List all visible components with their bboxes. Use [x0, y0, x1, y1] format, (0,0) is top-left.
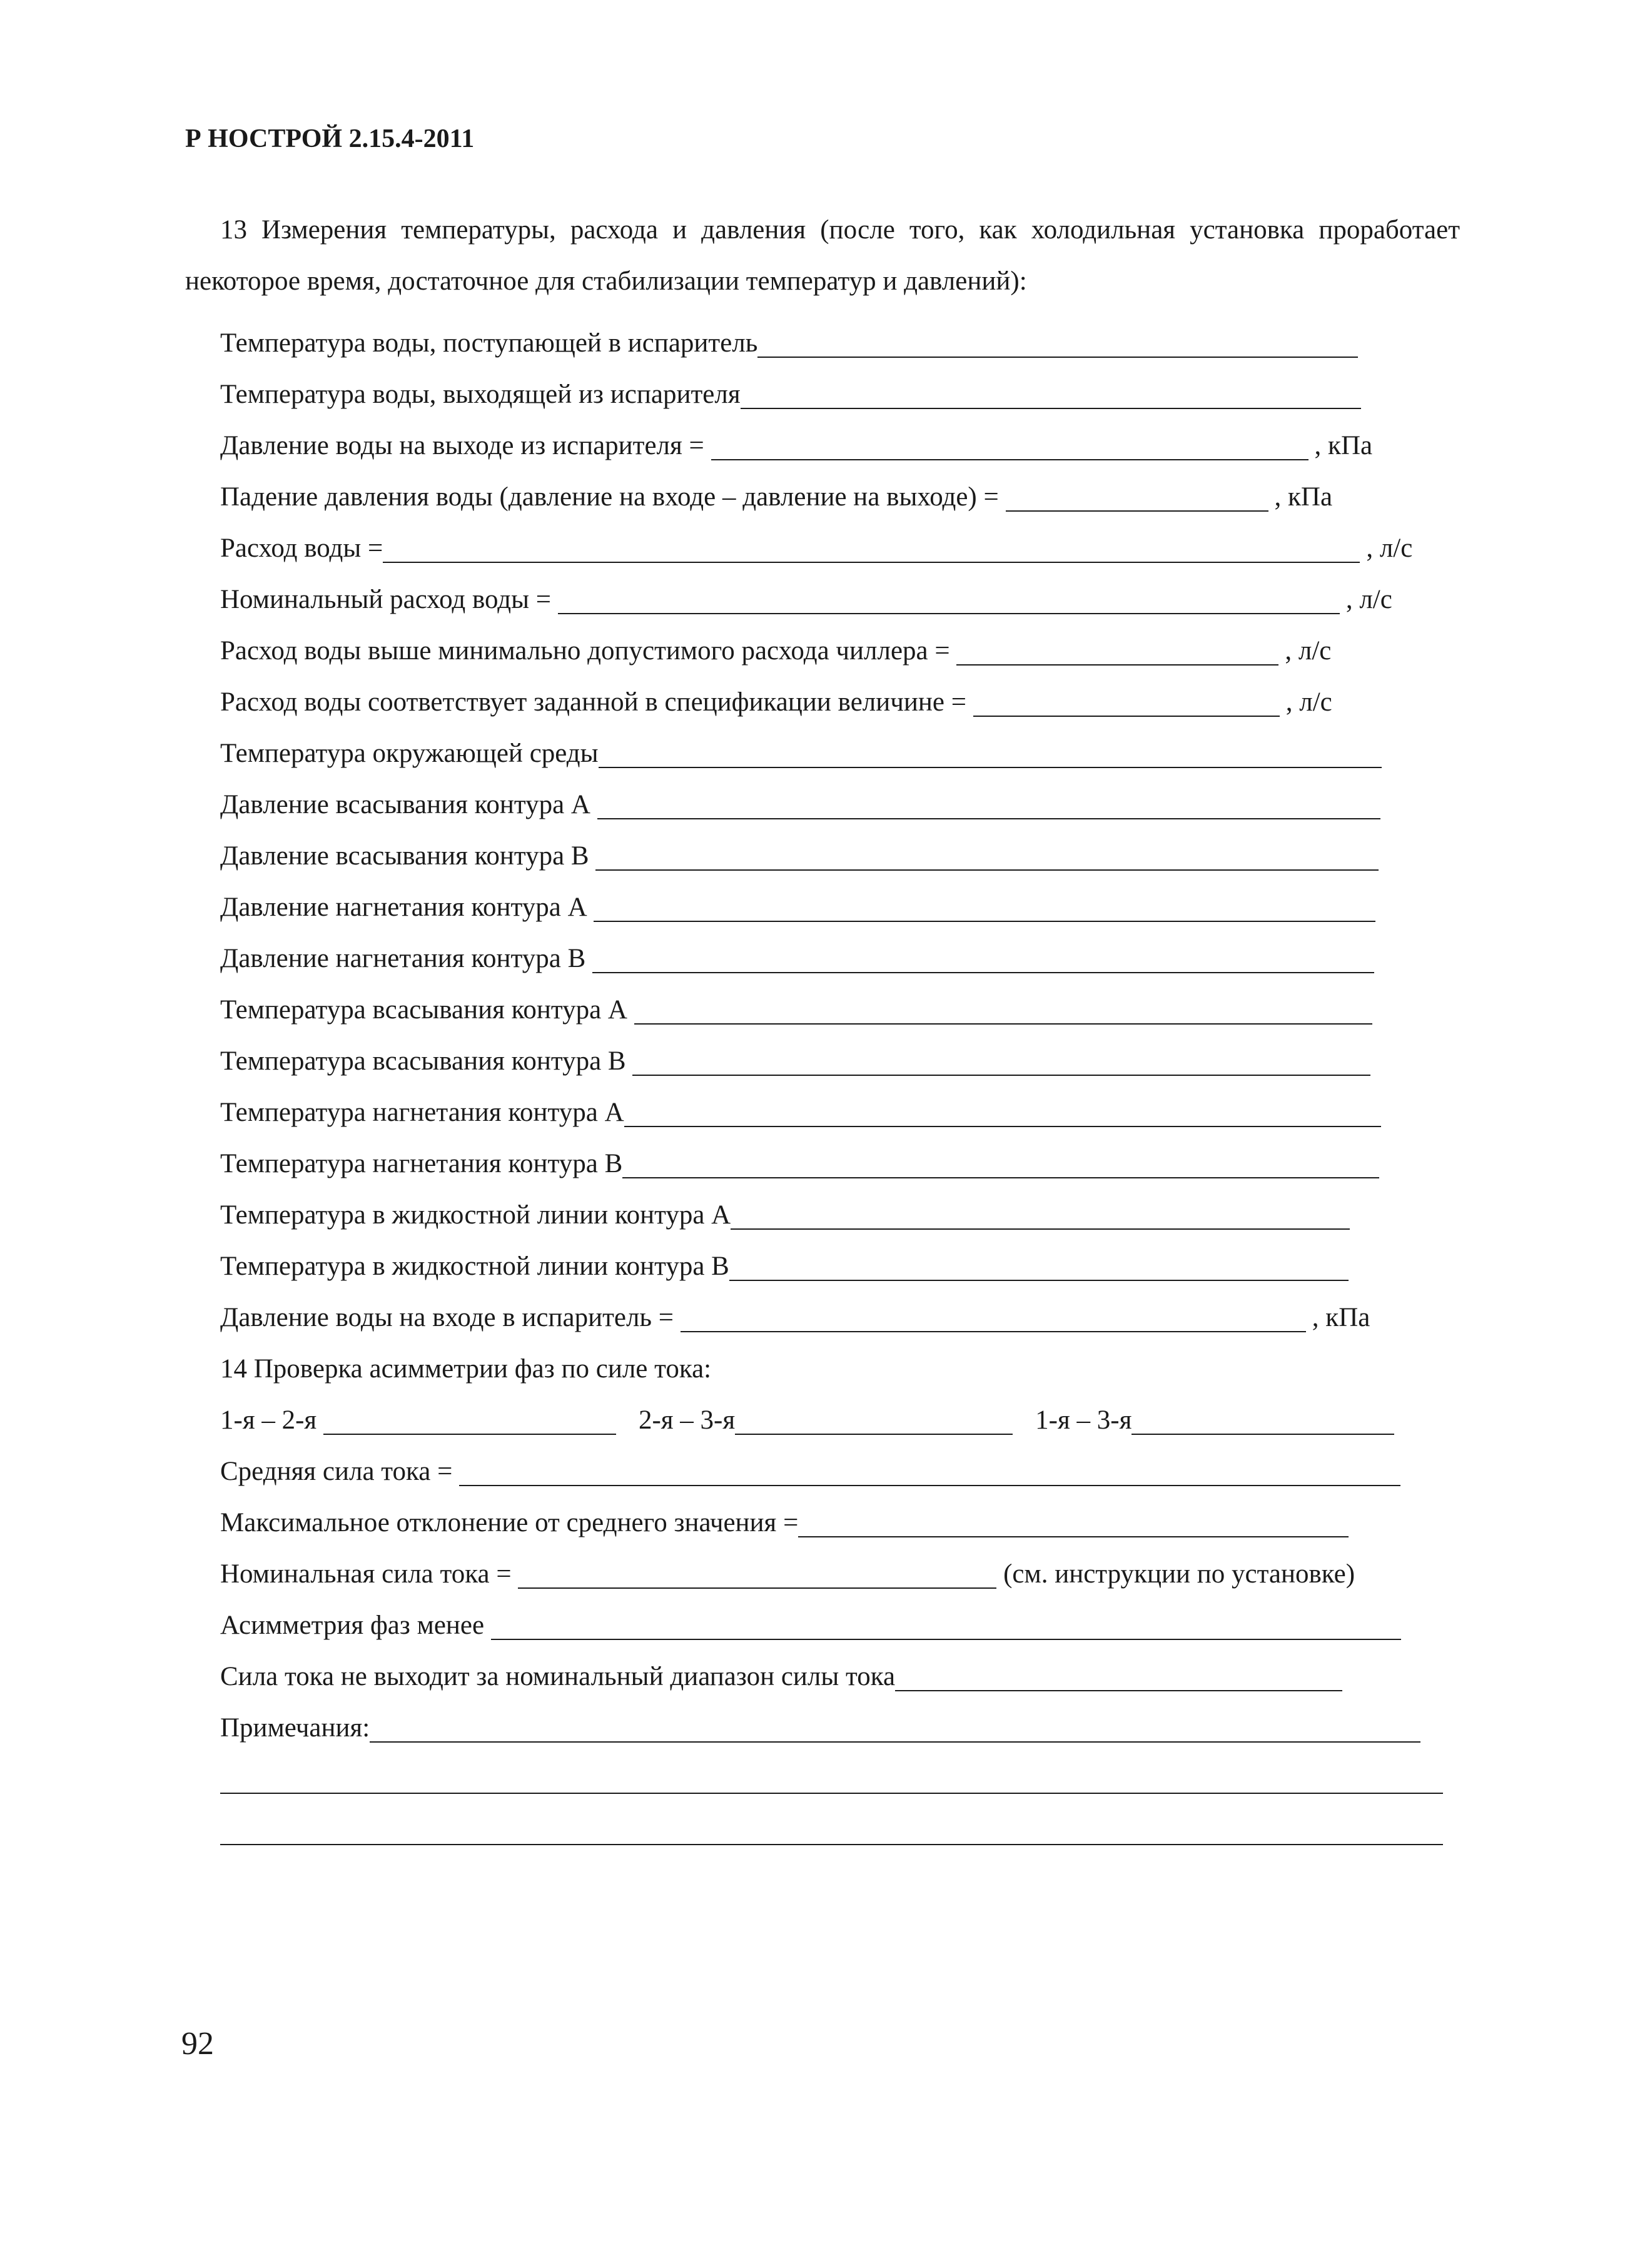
- field-label: Средняя сила тока =: [220, 1457, 460, 1486]
- field-note: (см. инструкции по установке): [996, 1559, 1355, 1589]
- field-label: Температура в жидкостной линии контура В: [220, 1252, 729, 1281]
- field-row: [220, 1646, 1465, 1698]
- notes-line: [220, 1749, 1465, 1800]
- fill-in-blank[interactable]: [711, 430, 1309, 460]
- fill-in-blank[interactable]: [220, 1764, 1443, 1794]
- field-unit: , кПа: [1312, 1303, 1370, 1332]
- field-row: [220, 1441, 1465, 1492]
- field-label: Температура воды, поступающей в испаритель: [220, 328, 758, 358]
- field-row: [220, 1287, 1465, 1339]
- field-label: Давление воды на выходе из испарителя =: [220, 431, 711, 460]
- document-header: Р НОСТРОЙ 2.15.4-2011: [185, 124, 475, 153]
- fill-in-blank[interactable]: [558, 584, 1340, 614]
- section-13-intro: 13 Измерения температуры, расхода и давления (после того, как холодильная установка проработает некоторое время, достаточное для стабилизации температур и давлений):: [185, 215, 1460, 296]
- notes-line: [220, 1800, 1465, 1851]
- field-label: Давление воды на входе в испаритель =: [220, 1303, 681, 1332]
- field-row: [220, 1698, 1465, 1749]
- fill-in-blank[interactable]: [383, 533, 1360, 563]
- field-row: [220, 415, 1465, 467]
- fill-in-blank[interactable]: [597, 789, 1380, 819]
- field-label: Давление нагнетания контура В: [220, 944, 593, 973]
- fill-in-blank[interactable]: [595, 841, 1379, 871]
- form-fields: [220, 313, 1465, 1851]
- field-label: Падение давления воды (давление на входе – давление на выходе) =: [220, 482, 1006, 512]
- field-unit: , кПа: [1274, 482, 1333, 512]
- fill-in-blank[interactable]: [622, 1148, 1379, 1178]
- fill-in-blank[interactable]: [741, 379, 1361, 409]
- field-row: [220, 518, 1465, 569]
- field-label: Номинальный расход воды =: [220, 585, 558, 614]
- section-14-title-row: [220, 1339, 1465, 1390]
- field-row: [220, 1185, 1465, 1236]
- field-row: [220, 1595, 1465, 1646]
- field-label: Температура всасывания контура А: [220, 995, 634, 1025]
- field-label: Расход воды соответствует заданной в спецификации величине =: [220, 687, 973, 717]
- field-row: [220, 723, 1465, 774]
- field-row: [220, 569, 1465, 620]
- fill-in-blank[interactable]: [798, 1507, 1349, 1537]
- field-label: Максимальное отклонение от среднего значения =: [220, 1508, 799, 1537]
- field-label: Номинальная сила тока =: [220, 1559, 519, 1589]
- fill-in-blank[interactable]: [956, 635, 1278, 666]
- field-label: Расход воды =: [220, 534, 383, 563]
- fill-in-blank[interactable]: [634, 995, 1372, 1025]
- field-label: Давление нагнетания контура А: [220, 893, 594, 922]
- field-label: Расход воды выше минимально допустимого расхода чиллера =: [220, 636, 957, 666]
- fill-in-blank[interactable]: [220, 1815, 1443, 1845]
- field-row: [220, 1031, 1465, 1082]
- phase-pairs-row: [220, 1390, 1465, 1441]
- field-row: [220, 620, 1465, 672]
- fill-in-blank[interactable]: [1006, 482, 1268, 512]
- page-number: 92: [181, 2026, 214, 2062]
- field-label: Температура всасывания контура В: [220, 1046, 633, 1076]
- field-row: [220, 467, 1465, 518]
- field-row: [220, 1544, 1465, 1595]
- field-label: Давление всасывания контура В: [220, 841, 596, 871]
- fill-in-blank[interactable]: [592, 943, 1374, 973]
- phase-pair-label: 2-я – 3-я: [638, 1405, 736, 1435]
- field-label: Температура нагнетания контура В: [220, 1149, 623, 1178]
- field-row: [220, 313, 1465, 364]
- field-row: [220, 1492, 1465, 1544]
- field-label: Давление всасывания контура А: [220, 790, 597, 819]
- field-row: [220, 1133, 1465, 1185]
- fill-in-blank[interactable]: [757, 328, 1358, 358]
- field-label: Температура нагнетания контура А: [220, 1098, 624, 1127]
- field-row: [220, 672, 1465, 723]
- field-unit: , л/с: [1285, 687, 1332, 717]
- phase-pair-label: 1-я – 3-я: [1035, 1405, 1132, 1435]
- fill-in-blank[interactable]: [518, 1559, 996, 1589]
- fill-in-blank[interactable]: [624, 1097, 1381, 1127]
- field-row: [220, 1236, 1465, 1287]
- field-row: [220, 774, 1465, 826]
- fill-in-blank[interactable]: [323, 1405, 616, 1435]
- field-row: [220, 364, 1465, 415]
- fill-in-blank[interactable]: [895, 1661, 1342, 1691]
- fill-in-blank[interactable]: [729, 1251, 1349, 1281]
- section-14-title: 14 Проверка асимметрии фаз по силе тока:: [220, 1354, 712, 1384]
- field-row: [220, 980, 1465, 1031]
- field-label: Температура в жидкостной линии контура А: [220, 1200, 731, 1230]
- fill-in-blank[interactable]: [1131, 1405, 1394, 1435]
- fill-in-blank[interactable]: [491, 1610, 1401, 1640]
- field-row: [220, 928, 1465, 980]
- fill-in-blank[interactable]: [632, 1046, 1370, 1076]
- field-unit: , кПа: [1314, 431, 1373, 460]
- field-row: [220, 826, 1465, 877]
- fill-in-blank[interactable]: [370, 1713, 1420, 1743]
- field-label: Температура окружающей среды: [220, 739, 599, 768]
- field-unit: , л/с: [1366, 534, 1413, 563]
- field-unit: , л/с: [1285, 636, 1332, 666]
- fill-in-blank[interactable]: [599, 738, 1382, 768]
- field-label: Сила тока не выходит за номинальный диапазон силы тока: [220, 1662, 896, 1691]
- fill-in-blank[interactable]: [731, 1200, 1350, 1230]
- fill-in-blank[interactable]: [973, 687, 1280, 717]
- fill-in-blank[interactable]: [735, 1405, 1013, 1435]
- field-row: [220, 1082, 1465, 1133]
- field-label: Примечания:: [220, 1713, 370, 1743]
- field-unit: , л/с: [1345, 585, 1392, 614]
- fill-in-blank[interactable]: [681, 1302, 1306, 1332]
- fill-in-blank[interactable]: [594, 892, 1375, 922]
- field-label: Температура воды, выходящей из испарителя: [220, 380, 741, 409]
- phase-pair-label: 1-я – 2-я: [220, 1405, 323, 1435]
- field-row: [220, 877, 1465, 928]
- field-label: Асимметрия фаз менее: [220, 1611, 491, 1640]
- fill-in-blank[interactable]: [459, 1456, 1400, 1486]
